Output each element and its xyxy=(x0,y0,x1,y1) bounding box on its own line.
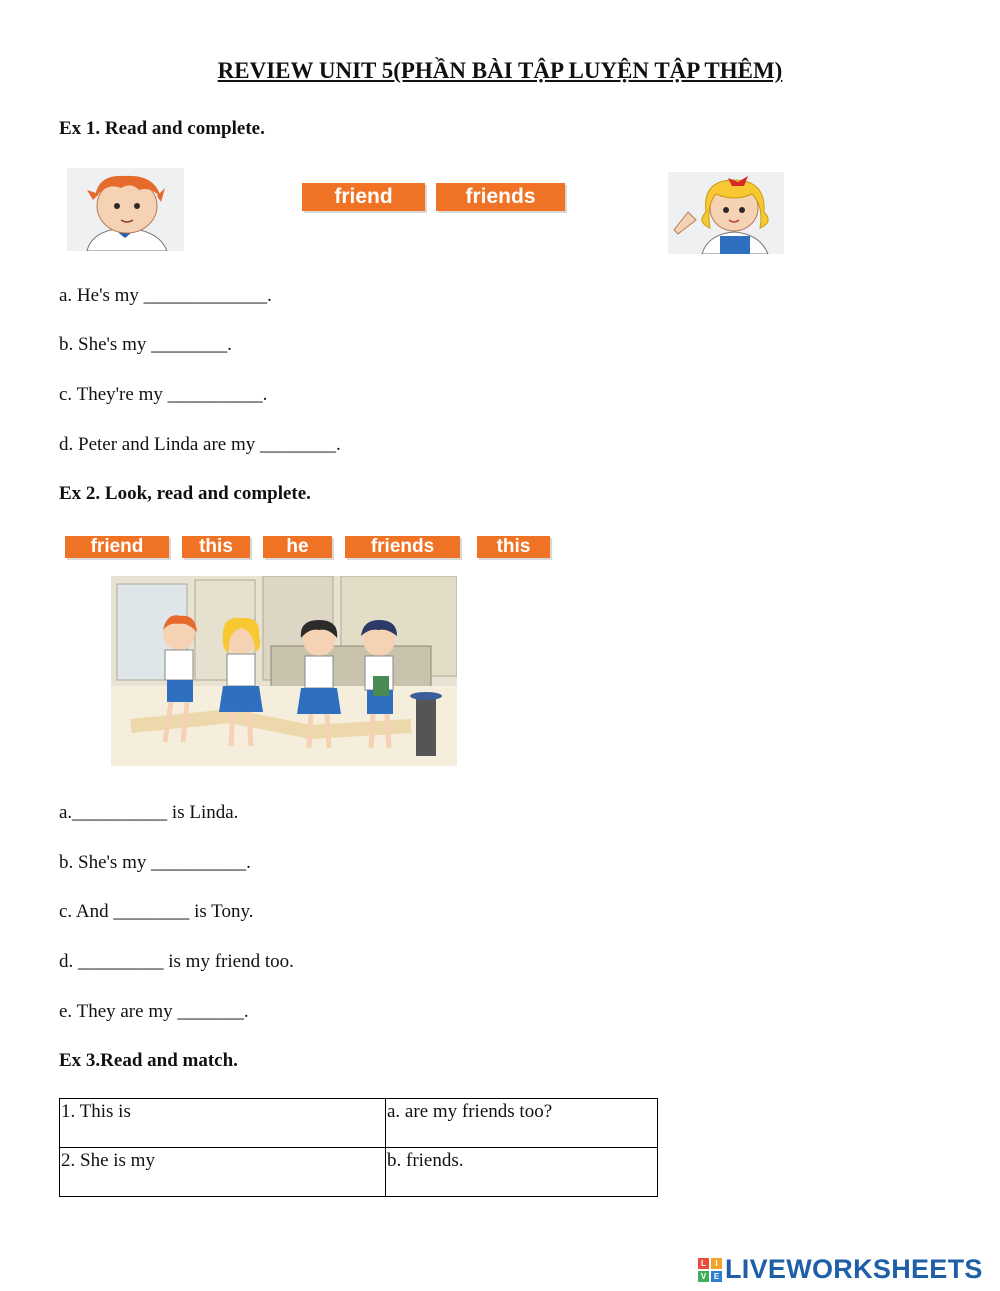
ex1-line-c: c. They're my __________. xyxy=(59,384,268,405)
ex3-heading: Ex 3.Read and match. xyxy=(59,1050,238,1071)
word-box-friends: friends xyxy=(436,183,565,211)
word-box-friends-2: friends xyxy=(345,536,460,558)
table-row xyxy=(60,1099,658,1148)
ex2-heading: Ex 2. Look, read and complete. xyxy=(59,483,311,504)
page-title: REVIEW UNIT 5(PHẦN BÀI TẬP LUYỆN TẬP THÊM) xyxy=(217,58,783,83)
ex1-line-d: d. Peter and Linda are my ________. xyxy=(59,434,341,455)
ex1-heading: Ex 1. Read and complete. xyxy=(59,118,265,139)
table-row xyxy=(60,1148,658,1197)
word-box-friend: friend xyxy=(302,183,425,211)
match-left-1: 1. This is xyxy=(60,1099,386,1148)
word-box-this-2: this xyxy=(477,536,550,558)
match-right-b: b. friends. xyxy=(386,1148,658,1197)
ex2-line-e: e. They are my _______. xyxy=(59,1001,249,1022)
logo-blocks-icon: L I V E xyxy=(698,1258,722,1282)
ex1-line-a: a. He's my _____________. xyxy=(59,285,272,306)
logo-text: LIVEWORKSHEETS xyxy=(725,1254,983,1284)
word-box-this: this xyxy=(182,536,250,558)
ex2-line-b: b. She's my __________. xyxy=(59,852,251,873)
ex2-line-d: d. _________ is my friend too. xyxy=(59,951,294,972)
liveworksheets-logo[interactable] xyxy=(698,1254,983,1285)
ex2-line-a: a.__________ is Linda. xyxy=(59,802,239,823)
girl-illustration xyxy=(668,172,784,254)
word-box-friend-2: friend xyxy=(65,536,169,558)
word-box-he: he xyxy=(263,536,332,558)
match-right-a: a. are my friends too? xyxy=(386,1099,658,1148)
ex1-line-b: b. She's my ________. xyxy=(59,334,232,355)
ex2-line-c: c. And ________ is Tony. xyxy=(59,901,254,922)
match-left-2: 2. She is my xyxy=(60,1148,386,1197)
match-table xyxy=(59,1098,658,1197)
friends-scene-illustration xyxy=(111,576,457,766)
boy-illustration xyxy=(67,168,184,251)
